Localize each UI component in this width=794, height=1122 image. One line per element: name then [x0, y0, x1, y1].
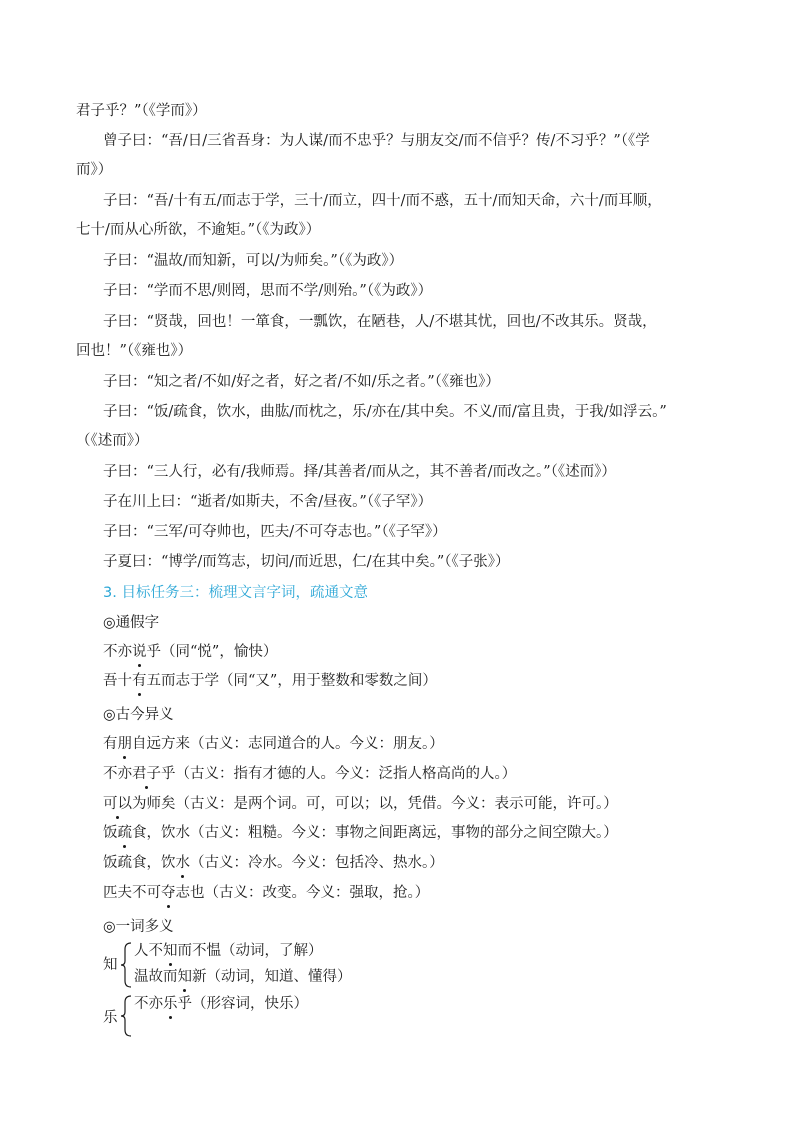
- item-text: 乎（古义：指有才德的人。今义：泛指人格高尚的人。）: [161, 766, 517, 782]
- quote-line: 子曰：“学而不思/则罔，思而不学/则殆。”（《为政》）: [103, 283, 433, 299]
- item-text: 不亦: [134, 996, 163, 1012]
- quote-line: 子曰：“三人行，必有/我师焉。择/其善者/而从之，其不善者/而改之。”（《述而》）: [103, 464, 616, 480]
- headword: 知: [103, 957, 118, 973]
- vocab-item: [134, 994, 308, 1014]
- subsection-title-tongjiazi: ◎通假字: [103, 615, 160, 631]
- marked-char: 乐: [163, 996, 178, 1012]
- item-text: 而不愠（动词，了解）: [177, 943, 323, 959]
- item-text: 为师矣（古义：是两个词。可，可以；以，凭借。今义：表示可能，许可。）: [132, 796, 618, 812]
- marked-char: 知: [177, 969, 192, 985]
- item-text: 人不: [134, 943, 163, 959]
- quote-line: 子曰：“饭/疏食，饮水，曲肱/而枕之，乐/亦在/其中矣。不义/而/富且贵，于我/如浮云。”: [103, 404, 667, 420]
- vocab-item: [103, 853, 444, 873]
- vocab-item: [103, 883, 429, 903]
- item-text: 乎（同“悦”，愉快）: [146, 644, 278, 660]
- item-text: 饭: [103, 825, 118, 841]
- vocab-item: [103, 734, 444, 754]
- marked-char: 有: [132, 673, 147, 689]
- quote-line: 子曰：“三军/可夺帅也，匹夫/不可夺志也。”（《子罕》）: [103, 524, 447, 540]
- quote-line: 曾子曰：“吾/日/三省吾身：为人谋/而不忠乎？与朋友交/而不信乎？传/不习乎？”（《学: [103, 133, 650, 149]
- item-text: 不亦: [103, 766, 132, 782]
- quote-line: 子曰：“贤哉，回也！一箪食，一瓢饮，在陋巷，人/不堪其忧，回也/不改其乐。贤哉，: [103, 314, 657, 330]
- marked-char: 君子: [132, 766, 161, 782]
- item-text: 吾十: [103, 673, 132, 689]
- marked-char: 可以: [103, 796, 132, 812]
- brace-icon: [120, 994, 132, 1038]
- brace-icon: [120, 941, 132, 989]
- subsection-title-gujin: ◎古今异义: [103, 707, 174, 723]
- vocab-item: [134, 967, 352, 987]
- headword: 乐: [103, 1010, 118, 1026]
- quote-line: 七十/而从心所欲，不逾矩。”（《为政》）: [76, 222, 321, 238]
- marked-char: 疏: [117, 825, 132, 841]
- item-text: 食，饮水（古义：粗糙。今义：事物之间距离远，事物的部分之间空隙大。）: [132, 825, 618, 841]
- item-text: 饭疏食，饮: [103, 855, 176, 871]
- marked-char: 知: [163, 943, 178, 959]
- vocab-item: [103, 794, 618, 814]
- item-text: 五而志于学（同“又”，用于整数和零数之间）: [146, 673, 437, 689]
- item-text: （古义：冷水。今义：包括冷、热水。）: [190, 855, 444, 871]
- vocab-item: [134, 941, 323, 961]
- subsection-title-yici: ◎一词多义: [103, 919, 174, 935]
- quote-line: 子在川上曰：“逝者/如斯夫，不舍/昼夜。”（《子罕》）: [103, 494, 433, 510]
- quote-line: 子曰：“吾/十有五/而志于学，三十/而立，四十/而不惑，五十/而知天命，六十/而耳顺，: [103, 193, 662, 209]
- vocab-item: [103, 671, 437, 691]
- item-text: 不亦: [103, 644, 132, 660]
- marked-char: 朋: [117, 736, 132, 752]
- vocab-item: [103, 823, 618, 843]
- item-text: 有: [103, 736, 118, 752]
- quote-line: 君子乎？”（《学而》）: [76, 103, 207, 119]
- marked-char: 夺: [161, 885, 176, 901]
- marked-char: 水: [175, 855, 190, 871]
- quote-line: 子夏曰：“博学/而笃志，切问/而近思，仁/在其中矣。”（《子张》）: [103, 554, 510, 570]
- section-heading: 3. 目标任务三：梳理文言字词，疏通文意: [103, 585, 368, 601]
- quote-line: 回也！”（《雍也》）: [76, 343, 193, 359]
- item-text: 温故而: [134, 969, 178, 985]
- quote-line: 而》）: [76, 162, 113, 178]
- marked-char: 说: [132, 644, 147, 660]
- vocab-item: [103, 642, 277, 662]
- vocab-item: [103, 764, 516, 784]
- item-text: 匹夫不可: [103, 885, 161, 901]
- item-text: 志也（古义：改变。今义：强取，抢。）: [175, 885, 430, 901]
- quote-line: 子曰：“知之者/不如/好之者，好之者/不如/乐之者。”（《雍也》）: [103, 374, 500, 390]
- item-text: 新（动词，知道、懂得）: [192, 969, 352, 985]
- quote-line: 子曰：“温故/而知新，可以/为师矣。”（《为政》）: [103, 253, 404, 269]
- item-text: 乎（形容词，快乐）: [177, 996, 308, 1012]
- item-text: 自远方来（古义：志同道合的人。今义：朋友。）: [132, 736, 444, 752]
- quote-line: （《述而》）: [76, 433, 149, 449]
